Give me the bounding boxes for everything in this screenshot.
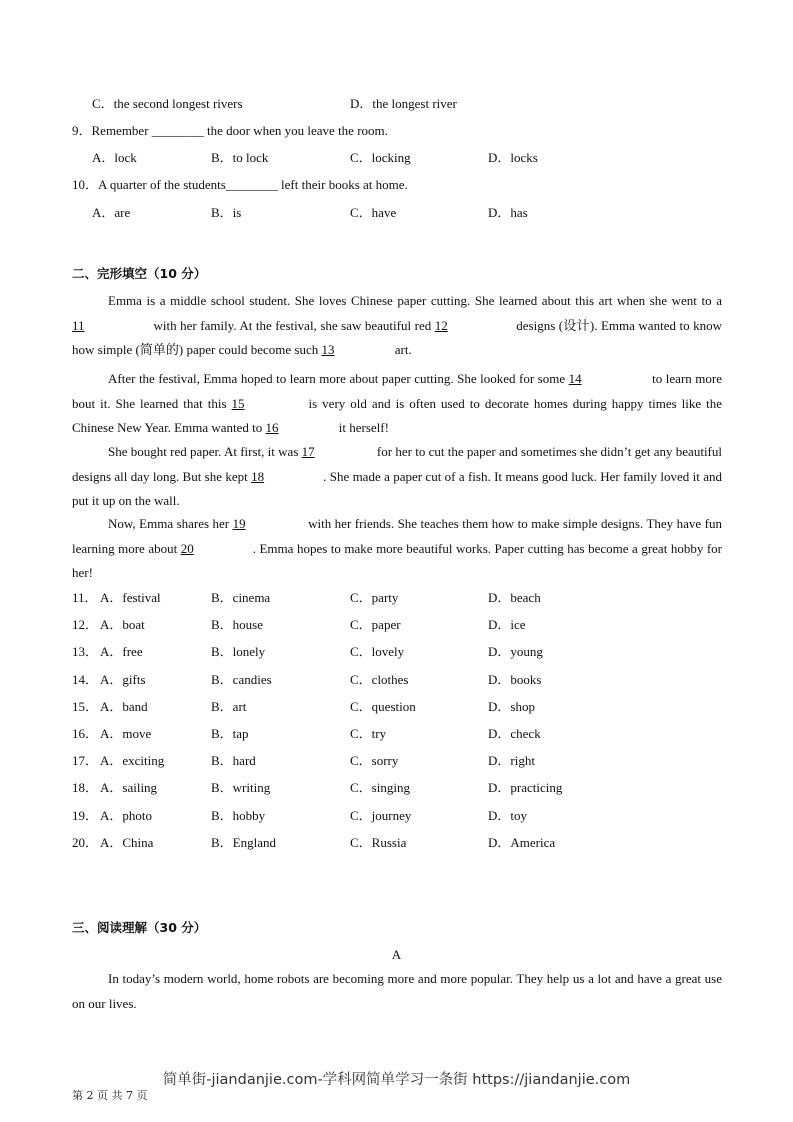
q10-option-d: D．has bbox=[488, 205, 528, 220]
option-a: A．festival bbox=[100, 590, 161, 605]
option-c: C．singing bbox=[350, 780, 410, 796]
cloze-paragraph-4: Now, Emma shares her 19 with her friends. She teaches them how to make simple designs. They have fun learning more about 20 . Emma hopes to make more beautiful works. Paper cutting has become a great hobby for her! bbox=[72, 512, 722, 586]
blank-16: 16 bbox=[265, 420, 279, 435]
blank-19: 19 bbox=[232, 516, 246, 531]
option-b: B．tap bbox=[211, 726, 249, 741]
cloze-question-row bbox=[0, 617, 793, 635]
question-number: 20． bbox=[72, 834, 99, 850]
option-b: B．hard bbox=[211, 753, 256, 769]
q10-stem: 10．A quarter of the students________ left their books at home. bbox=[72, 177, 408, 192]
cloze-question-row bbox=[0, 590, 793, 608]
cloze-paragraph-3: She bought red paper. At first, it was 17 for her to cut the paper and sometimes she didn’t get any beautiful designs all day long. But she kept 18 . She made a paper cut of a fish. It means good luck. Her family loved it and put it up on the wall. bbox=[72, 440, 722, 514]
option-c: C．journey bbox=[350, 807, 412, 823]
option-d: D．toy bbox=[488, 807, 528, 823]
question-number: 13． bbox=[72, 644, 99, 660]
q10-option-a: A．are bbox=[92, 205, 131, 220]
blank-15: 15 bbox=[231, 395, 245, 411]
option-a: A．exciting bbox=[100, 753, 165, 769]
option-a: A．gifts bbox=[100, 671, 146, 687]
option-d: D．ice bbox=[488, 617, 526, 633]
cloze-question-row bbox=[0, 699, 793, 717]
option-a: A．boat bbox=[100, 617, 145, 633]
option-d: D．right bbox=[488, 753, 535, 769]
question-number: 15． bbox=[72, 698, 99, 714]
option-d: D．young bbox=[488, 644, 543, 660]
section3-heading: 三、阅读理解（30 分） bbox=[72, 920, 207, 935]
reading-paragraph-1: In today’s modern world, home robots are becoming more and more popular. They help us a lot and have a great use on our lives. bbox=[72, 971, 722, 1011]
cloze-question-row bbox=[0, 726, 793, 744]
q9-stem: 9．Remember ________ the door when you leave the room. bbox=[72, 123, 388, 138]
blank-18: 18 bbox=[251, 468, 265, 484]
option-c: C．lovely bbox=[350, 644, 405, 660]
option-c: C．Russia bbox=[350, 834, 407, 850]
cloze-question-row bbox=[0, 780, 793, 798]
option-a: A．band bbox=[100, 698, 148, 714]
passage-label: A bbox=[391, 947, 402, 962]
question-number: 18． bbox=[72, 780, 99, 796]
option-a: A．China bbox=[100, 834, 154, 850]
option-b: B．candies bbox=[211, 671, 272, 687]
question-number: 11． bbox=[72, 590, 98, 605]
option-d: D．practicing bbox=[488, 780, 563, 796]
option-d: D．America bbox=[488, 834, 556, 850]
option-d: D．shop bbox=[488, 698, 535, 714]
q8-option-c: C．the second longest rivers bbox=[92, 96, 243, 111]
blank-20: 20 bbox=[180, 540, 194, 556]
option-a: A．free bbox=[100, 644, 143, 660]
blank-11: 11 bbox=[72, 317, 85, 333]
option-d: D．books bbox=[488, 671, 542, 687]
option-d: D．check bbox=[488, 726, 541, 741]
cloze-question-row bbox=[0, 644, 793, 662]
cloze-paragraph-1: Emma is a middle school student. She loves Chinese paper cutting. She learned about this art when she went to a 11 with her family. At the festival, she saw beautiful red 12 designs (设计). Emma wanted to know how simple (简单的) paper could become such 13 art. bbox=[72, 289, 722, 363]
option-a: A．sailing bbox=[100, 780, 158, 796]
option-b: B．cinema bbox=[211, 590, 271, 605]
option-d: D．beach bbox=[488, 590, 541, 605]
option-c: C．paper bbox=[350, 617, 401, 633]
option-b: B．hobby bbox=[211, 807, 266, 823]
question-number: 14． bbox=[72, 671, 99, 687]
option-b: B．house bbox=[211, 617, 264, 633]
cloze-question-row bbox=[0, 672, 793, 690]
blank-12: 12 bbox=[434, 317, 448, 333]
q10-option-c: C．have bbox=[350, 205, 397, 220]
q9-option-d: D．locks bbox=[488, 150, 538, 165]
section2-heading: 二、完形填空（10 分） bbox=[72, 266, 207, 281]
option-c: C．clothes bbox=[350, 671, 409, 687]
footer-site-watermark: 简单街-jiandanjie.com-学科网简单学习一条街 https://jiandanjie.com bbox=[162, 1072, 631, 1088]
blank-17: 17 bbox=[301, 444, 315, 459]
blank-14: 14 bbox=[568, 371, 582, 386]
q9-option-c: C．locking bbox=[350, 150, 411, 165]
cloze-paragraph-2: After the festival, Emma hoped to learn more about paper cutting. She looked for some 14 to learn more bout it. She learned that this 15 is very old and is often used to decorate homes during happy times like the Chinese New Year. Emma wanted to 16 it herself! bbox=[72, 367, 722, 441]
page-number: 第 2 页 共 7 页 bbox=[72, 1089, 148, 1102]
q9-option-a: A．lock bbox=[92, 150, 137, 165]
cloze-question-row bbox=[0, 808, 793, 826]
option-a: A．move bbox=[100, 726, 152, 741]
question-number: 12． bbox=[72, 617, 99, 633]
q10-option-b: B．is bbox=[211, 205, 242, 220]
option-b: B．England bbox=[211, 834, 276, 850]
question-number: 16． bbox=[72, 726, 99, 741]
blank-13: 13 bbox=[321, 342, 335, 357]
option-b: B．writing bbox=[211, 780, 271, 796]
option-c: C．party bbox=[350, 590, 399, 605]
q8-option-d: D．the longest river bbox=[350, 96, 457, 111]
question-number: 19． bbox=[72, 807, 99, 823]
cloze-question-row bbox=[0, 753, 793, 771]
option-c: C．try bbox=[350, 726, 387, 741]
option-b: B．lonely bbox=[211, 644, 266, 660]
cloze-question-row bbox=[0, 835, 793, 853]
question-number: 17． bbox=[72, 753, 99, 769]
option-c: C．sorry bbox=[350, 753, 399, 769]
option-b: B．art bbox=[211, 698, 247, 714]
q9-option-b: B．to lock bbox=[211, 150, 269, 165]
option-c: C．question bbox=[350, 698, 416, 714]
option-a: A．photo bbox=[100, 807, 153, 823]
